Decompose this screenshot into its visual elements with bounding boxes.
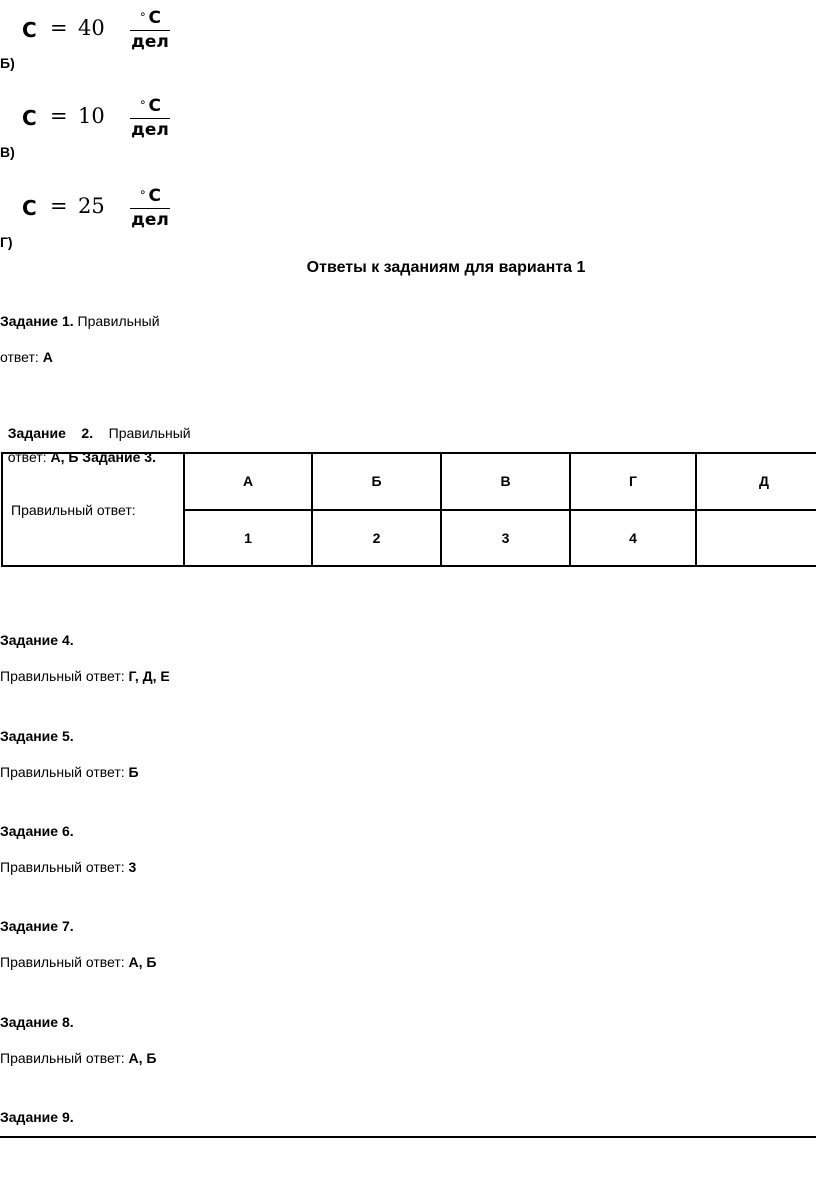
table-header-cell: Д [696, 453, 816, 510]
degree-sign: ∘ [139, 185, 147, 199]
task-8-answer-line [0, 1049, 157, 1067]
fraction-bar [130, 118, 170, 119]
task-5-answer: Б [128, 764, 139, 780]
table-header-cell: А [184, 453, 312, 510]
fraction-bar [130, 208, 170, 209]
page-heading: Ответы к заданиям для варианта 1 [306, 259, 586, 276]
formula-equals: = [50, 104, 68, 128]
degree-sign: ∘ [139, 7, 147, 21]
task-8-title: Задание 8. [0, 1014, 74, 1030]
task-5-answer-line [0, 763, 139, 781]
fraction-numerator: С [148, 96, 161, 116]
task-7-answer: А, Б [128, 954, 157, 970]
degree-sign: ∘ [139, 95, 147, 109]
fraction-numerator: С [148, 186, 161, 206]
table-value-cell [696, 510, 816, 567]
table-value-cell: 2 [312, 510, 441, 567]
fraction-bar [130, 30, 170, 31]
table-row [2, 453, 816, 510]
task-1-answer-label: ответ: [0, 349, 43, 365]
task-2-title: Задание 2. [7, 425, 94, 441]
task-2-text: Правильный [93, 425, 191, 441]
task-5-title: Задание 5. [0, 728, 74, 744]
task-4-answer-label: Правильный ответ: [0, 668, 129, 684]
task-1-text: Правильный [73, 313, 160, 329]
table-header-cell: Г [570, 453, 696, 510]
task-4-answer-line [0, 667, 170, 685]
task-1-answer-line [0, 348, 53, 366]
task-4-title: Задание 4. [0, 632, 74, 648]
task-8-answer: А, Б [128, 1050, 157, 1066]
fraction-denominator: дел [131, 120, 169, 140]
task-6-answer-line [0, 858, 136, 876]
fraction-denominator: дел [131, 32, 169, 52]
task-9-title: Задание 9. [0, 1109, 74, 1125]
task-7-answer-label: Правильный ответ: [0, 954, 129, 970]
task-4-answer: Г, Д, Е [128, 668, 170, 684]
fraction-denominator: дел [131, 210, 169, 230]
formula-symbol: С [22, 18, 37, 42]
option-label-b: Б) [0, 55, 15, 71]
task-2-answer: А, Б [50, 449, 79, 465]
task-1-answer: А [42, 349, 53, 365]
answer-table [1, 452, 816, 567]
task-1-line [0, 312, 160, 330]
task-2-answer-label: ответ: [7, 449, 51, 465]
task-8-answer-label: Правильный ответ: [0, 1050, 129, 1066]
formula-equals: = [50, 16, 68, 40]
formula-fraction [130, 4, 170, 52]
formula-symbol: С [22, 106, 37, 130]
task-6-title: Задание 6. [0, 823, 74, 839]
table-value-cell: 1 [184, 510, 312, 567]
formula-fraction [130, 182, 170, 230]
fraction-numerator: С [148, 8, 161, 28]
table-row-label: Правильный ответ: [2, 453, 184, 566]
table-header-cell: В [441, 453, 570, 510]
option-label-g: Г) [0, 234, 13, 250]
formula-number: 40 [78, 16, 105, 40]
formula-fraction [130, 92, 170, 140]
task-6-answer: 3 [128, 859, 137, 875]
table-value-cell: 3 [441, 510, 570, 567]
formula-equals: = [50, 194, 68, 218]
formula-number: 25 [78, 194, 105, 218]
task-1-title: Задание 1. [0, 313, 74, 329]
table-value-cell: 4 [570, 510, 696, 567]
task-3-title: Задание 3. [78, 449, 156, 465]
horizontal-rule [0, 1136, 816, 1138]
task-7-answer-line [0, 953, 157, 971]
table-header-cell: Б [312, 453, 441, 510]
option-label-v: В) [0, 144, 15, 160]
task-5-answer-label: Правильный ответ: [0, 764, 129, 780]
formula-number: 10 [78, 104, 105, 128]
task-7-title: Задание 7. [0, 918, 74, 934]
formula-symbol: С [22, 196, 37, 220]
task-6-answer-label: Правильный ответ: [0, 859, 129, 875]
